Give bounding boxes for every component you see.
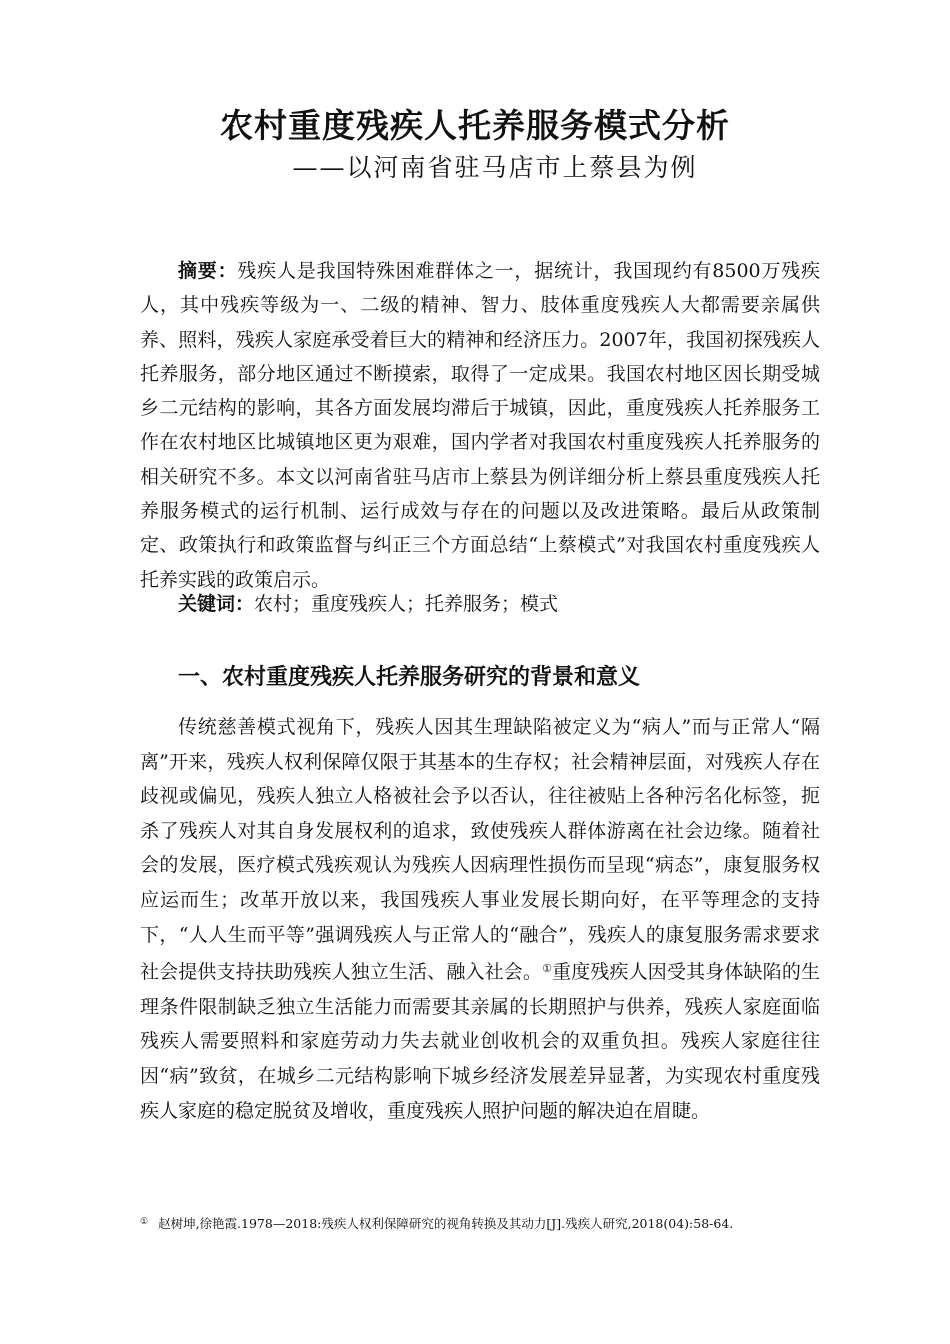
abstract-paragraph xyxy=(140,254,820,597)
section-heading: 一、农村重度残疾人托养服务研究的背景和意义 xyxy=(178,665,641,690)
footnote-reference[interactable]: ① xyxy=(542,962,553,976)
footnote-mark: ① xyxy=(140,1217,149,1227)
footnote-text: 赵树坤,徐艳霞.1978—2018:残疾人权利保障研究的视角转换及其动力[J].残疾人研究,2018(04):58-64. xyxy=(158,1216,734,1231)
abstract-label: 摘要： xyxy=(178,260,238,282)
keywords-label: 关键词： xyxy=(178,593,255,615)
paper-subtitle: ——以河南省驻马店市上蔡县为例 xyxy=(292,153,698,182)
abstract-text: 残疾人是我国特殊困难群体之一，据统计，我国现约有8500万残疾人，其中残疾等级为一、二级的精神、智力、肢体重度残疾人大都需要亲属供养、照料，残疾人家庭承受着巨大的精神和经济压力。2007年，我国初探残疾人托养服务，部分地区通过不断摸索，取得了一定成果。我国农村地区因长期受城乡二元结构的影响，其各方面发展均滞后于城镇，因此，重度残疾人托养服务工作在农村地区比城镇地区更为艰难，国内学者对我国农村重度残疾人托养服务的相关研究不多。本文以河南省驻马店市上蔡县为例详细分析上蔡县重度残疾人托养服务模式的运行机制、运行成效与存在的问题以及改进策略。最后从政策制定、政策执行和政策监督与纠正三个方面总结“上蔡模式”对我国农村重度残疾人托养实践的政策启示。 xyxy=(140,260,820,591)
keywords-line xyxy=(178,589,818,619)
body-text-part-2: 重度残疾人因受其身体缺陷的生理条件限制缺乏独立生活能力而需要其亲属的长期照护与供养，残疾人家庭面临残疾人需要照料和家庭劳动力失去就业创收机会的双重负担。残疾人家庭往往因“病”致贫，在城乡二元结构影响下城乡经济发展差异显著，为实现农村重度残疾人家庭的稳定脱贫及增收，重度残疾人照护问题的解决迫在眉睫。 xyxy=(140,961,820,1122)
footnote xyxy=(140,1213,830,1233)
keywords-text: 农村；重度残疾人；托养服务；模式 xyxy=(254,593,559,615)
paper-title: 农村重度残疾人托养服务模式分析 xyxy=(220,106,730,145)
body-paragraph xyxy=(140,710,820,1128)
body-text-part-1: 传统慈善模式视角下，残疾人因其生理缺陷被定义为“病人”而与正常人“隔离”开来，残疾人权利保障仅限于其基本的生存权；社会精神层面，对残疾人存在歧视或偏见，残疾人独立人格被社会予以否认，往往被贴上各种污名化标签，扼杀了残疾人对其自身发展权利的追求，致使残疾人群体游离在社会边缘。随着社会的发展，医疗模式残疾观认为残疾人因病理性损伤而呈现“病态”，康复服务权应运而生；改革开放以来，我国残疾人事业发展长期向好，在平等理念的支持下，“人人生而平等”强调残疾人与正常人的“融合”，残疾人的康复服务需求要求社会提供支持扶助残疾人独立生活、融入社会。 xyxy=(140,716,820,984)
